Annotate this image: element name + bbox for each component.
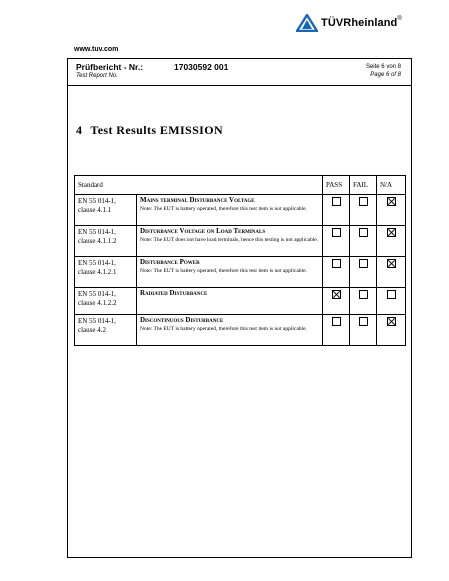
pass-checkbox[interactable] <box>332 317 341 326</box>
test-cell <box>137 257 323 288</box>
section-number: 4 <box>76 123 83 137</box>
fail-cell <box>350 288 377 315</box>
test-results-table <box>74 175 406 346</box>
test-title: Discontinuous Disturbance <box>140 316 224 324</box>
pass-cell <box>323 257 350 288</box>
pass-checkbox[interactable] <box>332 197 341 206</box>
section-heading <box>76 123 223 138</box>
page-indicator-en: Page 6 of 8 <box>370 72 401 78</box>
pass-checkbox[interactable] <box>332 259 341 268</box>
na-checkbox[interactable] <box>387 317 396 326</box>
header-standard: Standard <box>75 176 323 195</box>
pass-checkbox[interactable] <box>332 228 341 237</box>
fail-cell <box>350 257 377 288</box>
page-indicator <box>366 63 401 79</box>
pass-cell <box>323 195 350 226</box>
pass-cell <box>323 315 350 346</box>
header-pass: PASS <box>323 176 350 195</box>
test-note: Note: The EUT is battery operated, therefore this test item is not applicable. <box>140 267 307 274</box>
na-checkbox[interactable] <box>387 290 396 299</box>
fail-cell <box>350 315 377 346</box>
na-cell <box>377 195 406 226</box>
fail-checkbox[interactable] <box>359 228 368 237</box>
standard-cell: EN 55 014-1, clause 4.2 <box>75 315 137 346</box>
website-url: www.tuv.com <box>74 46 119 53</box>
table-row <box>75 257 406 288</box>
na-cell <box>377 315 406 346</box>
test-cell <box>137 288 323 315</box>
table-header-row <box>75 176 406 195</box>
page-indicator-de: Seite 6 von 8 <box>365 64 401 70</box>
header-fail: FAIL <box>350 176 377 195</box>
standard-cell: EN 55 014-1, clause 4.1.1.2 <box>75 226 137 257</box>
fail-cell <box>350 195 377 226</box>
pass-cell <box>323 288 350 315</box>
table-row <box>75 315 406 346</box>
standard-cell: EN 55 014-1, clause 4.1.2.2 <box>75 288 137 315</box>
test-title: Radiated Disturbance <box>140 289 208 297</box>
test-cell <box>137 226 323 257</box>
test-title: Disturbance Voltage on Load Terminals <box>140 227 266 235</box>
table-row <box>75 195 406 226</box>
report-header <box>68 59 411 86</box>
test-note: Note: The EUT is battery operated, therefore this test item is not applicable. <box>140 205 307 212</box>
na-cell <box>377 288 406 315</box>
header-na: N/A <box>377 176 406 195</box>
na-cell <box>377 257 406 288</box>
test-note: Note: The EUT does not have load terminals, hence this testing is not applicable. <box>140 236 319 243</box>
report-number-label: Prüfbericht - Nr.: <box>76 62 144 72</box>
table-row <box>75 226 406 257</box>
fail-checkbox[interactable] <box>359 317 368 326</box>
fail-cell <box>350 226 377 257</box>
test-cell <box>137 315 323 346</box>
na-checkbox[interactable] <box>387 259 396 268</box>
na-checkbox[interactable] <box>387 197 396 206</box>
na-cell <box>377 226 406 257</box>
triangle-logo-icon <box>296 14 318 32</box>
fail-checkbox[interactable] <box>359 197 368 206</box>
standard-cell: EN 55 014-1, clause 4.1.1 <box>75 195 137 226</box>
report-number-label-en: Test Report No. <box>76 73 118 79</box>
brand-name: TÜVRheinland® <box>321 16 402 29</box>
report-page-frame <box>67 58 412 558</box>
test-note: Note: The EUT is battery operated, therefore this test item is not applicable. <box>140 325 307 332</box>
test-title: Mains terminal Disturbance Voltage <box>140 196 255 204</box>
na-checkbox[interactable] <box>387 228 396 237</box>
fail-checkbox[interactable] <box>359 290 368 299</box>
table-row <box>75 288 406 315</box>
test-cell <box>137 195 323 226</box>
tuv-rheinland-logo <box>296 14 402 32</box>
pass-cell <box>323 226 350 257</box>
fail-checkbox[interactable] <box>359 259 368 268</box>
report-number: 17030592 001 <box>174 62 229 72</box>
test-title: Disturbance Power <box>140 258 200 266</box>
standard-cell: EN 55 014-1, clause 4.1.2.1 <box>75 257 137 288</box>
pass-checkbox[interactable] <box>332 290 341 299</box>
section-title: Test Results EMISSION <box>90 123 224 137</box>
